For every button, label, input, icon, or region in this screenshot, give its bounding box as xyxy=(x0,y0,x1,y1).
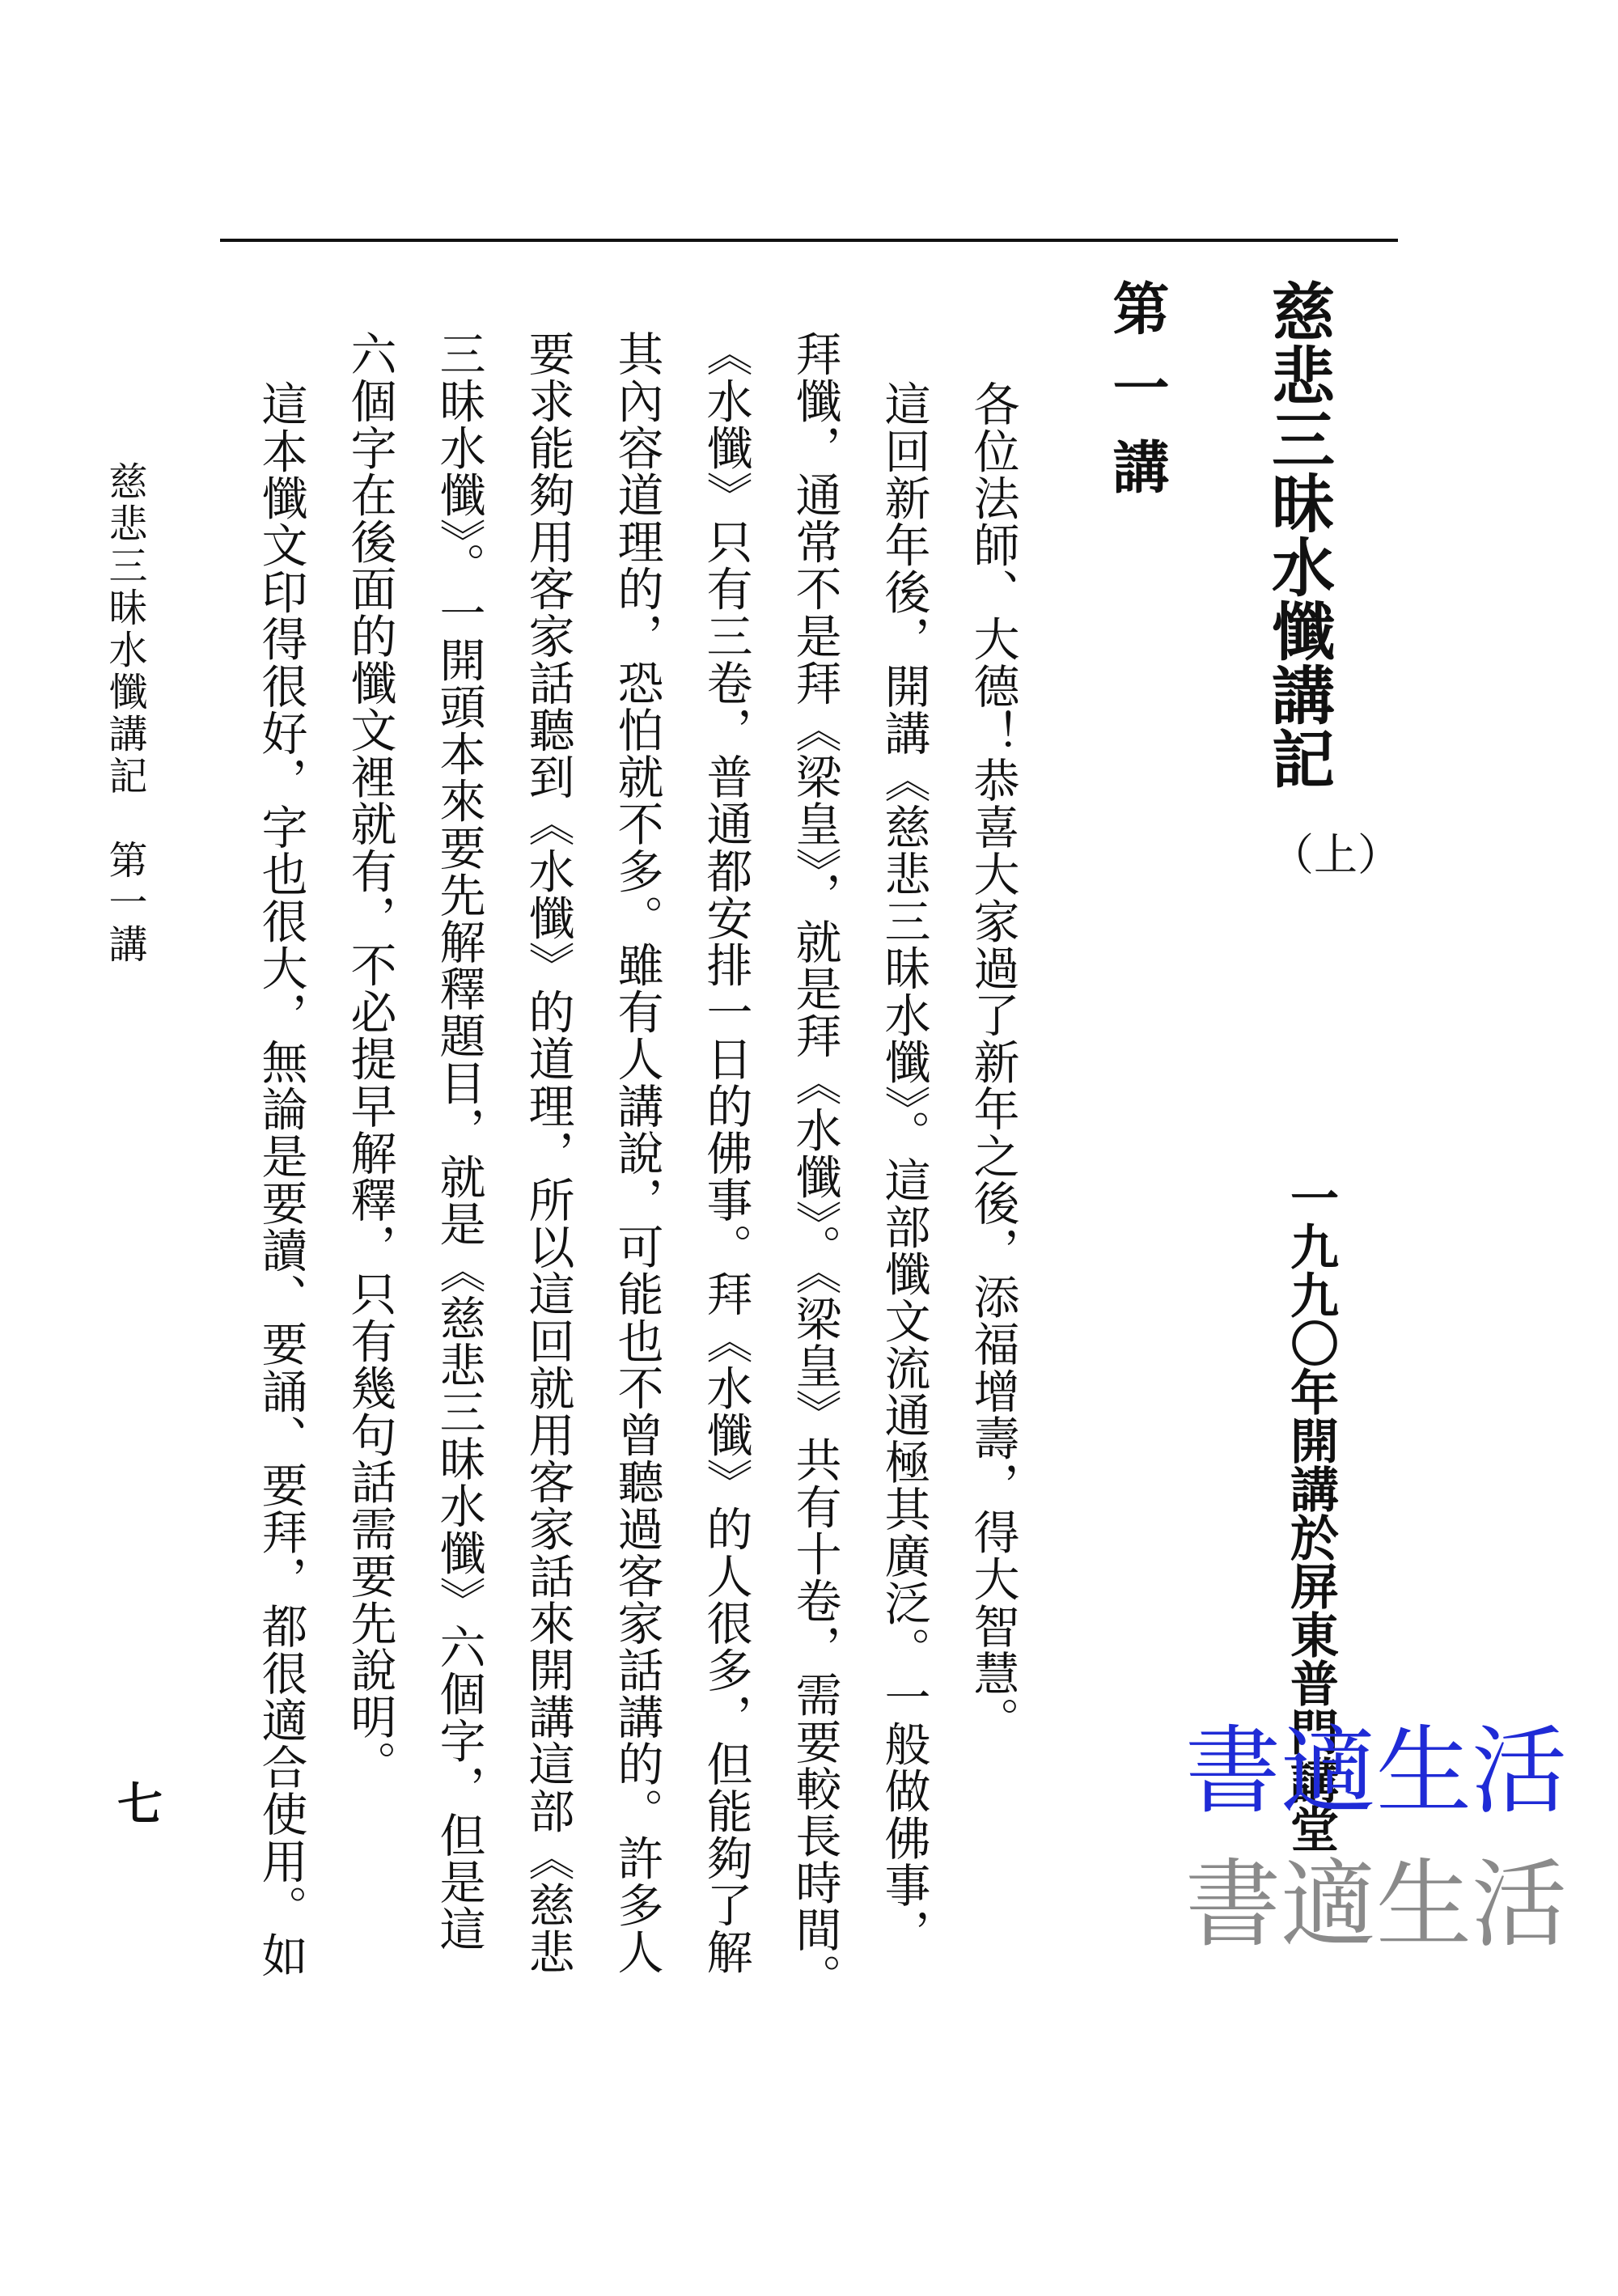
body-column-6: 要求能夠用客家話聽到《水懺》的道理，所以這回就用客家話來開講這部《慈悲 xyxy=(521,330,574,1976)
volume-label: （上） xyxy=(1270,829,1401,880)
book-title: 慈悲三昧水懺講記 xyxy=(1261,279,1334,790)
running-title: 慈悲三昧水懺講記 第一講 xyxy=(102,461,147,966)
watermark-blue: 書適生活 xyxy=(1185,1715,1568,1827)
lecture-heading: 第一講 xyxy=(1103,279,1170,517)
body-column-9: 這本懺文印得很好，字也很大，無論是要讀、要誦、要拜，都很適合使用。如 xyxy=(254,380,307,1979)
body-column-1: 各位法師、大德！恭喜大家過了新年之後，添福增壽，得大智慧。 xyxy=(966,380,1019,1743)
body-column-3: 拜懺，通常不是拜《梁皇》，就是拜《水懺》。《梁皇》共有十卷，需要較長時間。 xyxy=(788,330,841,2001)
body-column-8: 六個字在後面的懺文裡就有，不必提早解釋，只有幾句話需要先說明。 xyxy=(343,330,396,1788)
body-column-4: 《水懺》只有三卷，普通都安排一日的佛事。拜《水懺》的人很多，但能夠了解 xyxy=(699,330,752,1976)
body-column-2: 這回新年後，開講《慈悲三昧水懺》。這部懺文流通極其廣泛。一般做佛事， xyxy=(877,380,930,1955)
body-column-5: 其內容道理的，恐怕就不多。雖有人講說，可能也不曾聽過客家話講的。許多人 xyxy=(610,330,663,1976)
watermark-gray: 書適生活 xyxy=(1185,1849,1568,1960)
body-column-7: 三昧水懺》。一開頭本來要先解釋題目，就是《慈悲三昧水懺》六個字，但是這 xyxy=(432,330,485,1952)
lecture-date-location: 一九九〇年開講於屏東普門講堂 xyxy=(1282,1173,1339,1853)
page-number: 七 xyxy=(110,1780,163,1825)
header-rule xyxy=(220,239,1398,242)
